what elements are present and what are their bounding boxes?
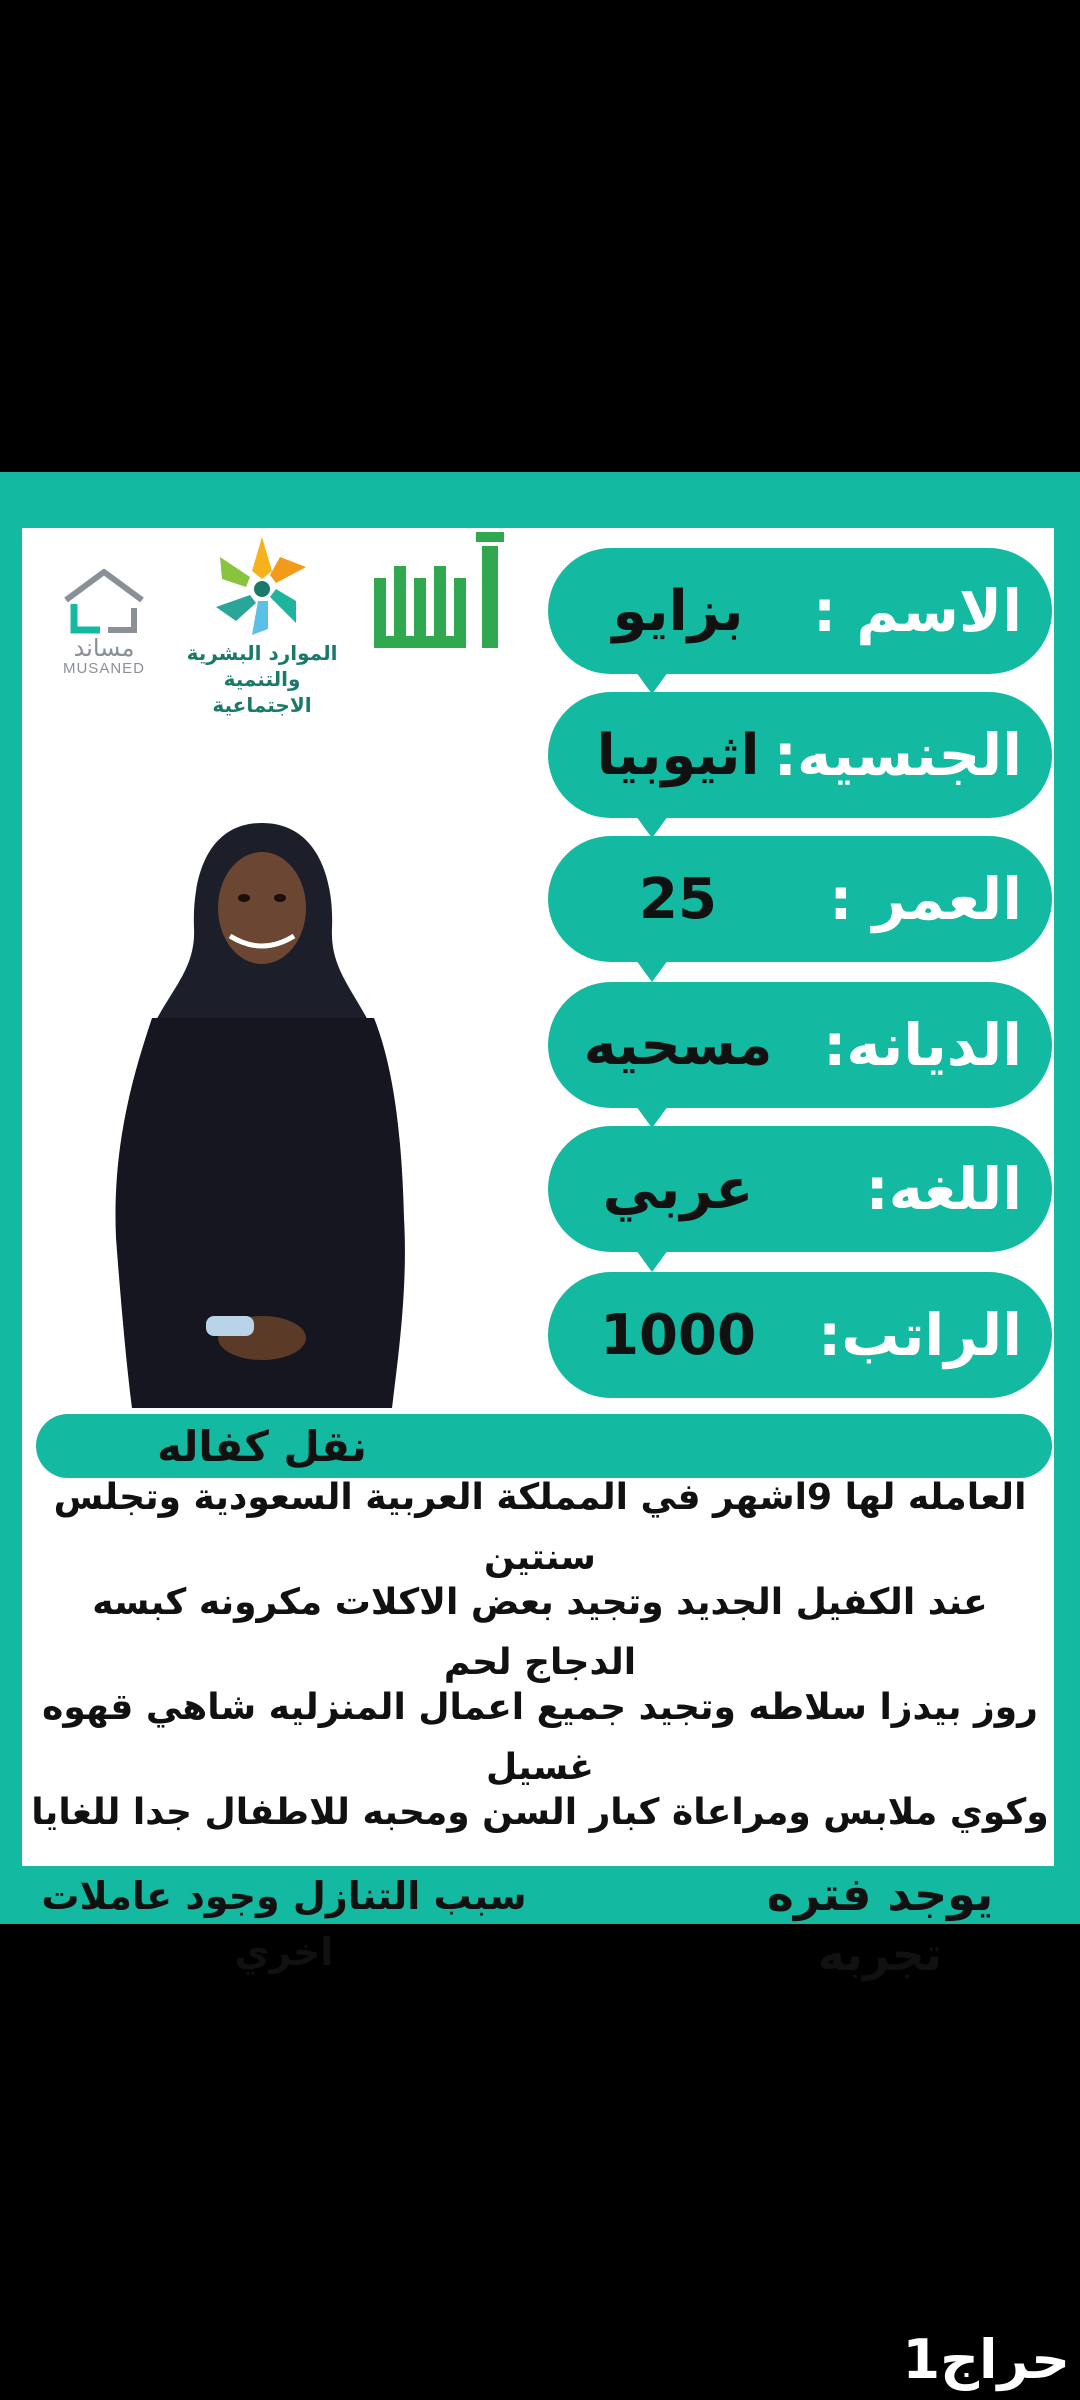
field-nationality — [548, 692, 1052, 818]
field-name-value: بزايو — [612, 578, 744, 644]
description-line: العامله لها 9اشهر في المملكة العربية السعودية وتجلس سنتين — [53, 1477, 1027, 1578]
description — [30, 1468, 1050, 1888]
pill-tail — [636, 672, 668, 694]
field-language-label: اللغه: — [865, 1155, 1022, 1223]
field-religion — [548, 982, 1052, 1108]
pill-tail — [636, 816, 668, 838]
field-salary — [548, 1272, 1052, 1398]
absher-logo — [366, 526, 516, 676]
musaned-arabic-label: مساند — [73, 634, 135, 662]
pill-tail — [636, 960, 668, 982]
description-line: عند الكفيل الجديد وتجيد بعض الاكلات مكرونه كبسه الدجاج لحم — [92, 1582, 988, 1683]
pill-tail — [636, 1106, 668, 1128]
transfer-banner-text: نقل كفاله — [157, 1421, 367, 1471]
field-age-value: 25 — [639, 866, 717, 932]
description-line: وكوي ملابس ومراعاة كبار السن ومحبه للاطفال جدا للغايا — [31, 1792, 1049, 1833]
haraj-watermark: حراج1 — [902, 2328, 1070, 2391]
pill-tail — [636, 1250, 668, 1272]
field-religion-value: مسحيه — [583, 1012, 773, 1078]
hrsd-name — [172, 640, 352, 718]
trial-period-note: يوجد فتره تجربه — [766, 1867, 994, 1981]
hrsd-line-1: الموارد البشرية — [186, 641, 338, 665]
hrsd-logo — [172, 530, 352, 717]
field-age — [548, 836, 1052, 962]
hrsd-star-icon — [172, 530, 352, 640]
field-age-label: العمر : — [829, 865, 1022, 933]
musaned-house-icon — [54, 560, 154, 634]
field-name-label: الاسم : — [813, 577, 1022, 645]
hrsd-line-2: والتنمية الاجتماعية — [212, 667, 312, 717]
field-nationality-label: الجنسيه: — [773, 721, 1022, 789]
field-nationality-value: اثيوبيا — [596, 722, 760, 788]
field-language-value: عربي — [602, 1156, 754, 1222]
field-name — [548, 548, 1052, 674]
absher-icon — [366, 526, 516, 676]
waiver-reason: سبب التنازل وجود عاملات اخري — [41, 1874, 527, 1974]
musaned-logo — [54, 560, 154, 680]
field-religion-label: الديانه: — [823, 1011, 1022, 1079]
field-language — [548, 1126, 1052, 1252]
worker-photo-image — [112, 818, 412, 1408]
field-salary-label: الراتب: — [818, 1301, 1022, 1369]
worker-photo — [112, 818, 412, 1408]
field-salary-value: 1000 — [600, 1302, 756, 1368]
description-line: روز بيدزا سلاطه وتجيد جميع اعمال المنزليه شاهي قهوه غسيل — [42, 1687, 1038, 1788]
musaned-english-label: MUSANED — [62, 660, 145, 677]
